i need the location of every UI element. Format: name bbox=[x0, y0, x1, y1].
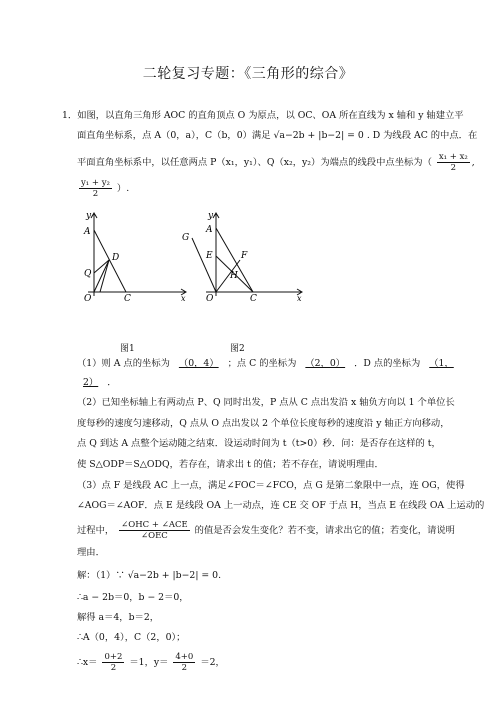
segment-AC bbox=[216, 228, 253, 292]
question-text: 的值是否会发生变化？若不变，请求出它的值；若变化，请说明 bbox=[194, 525, 455, 536]
solution-x-fraction bbox=[102, 652, 124, 673]
angle-ratio-fraction bbox=[119, 520, 190, 541]
figure-2-caption: 图2 bbox=[230, 344, 245, 354]
page-title: 二轮复习专题：《三角形的综合》 bbox=[142, 66, 354, 82]
fraction-numerator: y₁ + y₂ bbox=[81, 178, 110, 188]
fraction-numerator: 0+2 bbox=[104, 652, 123, 662]
answer-D-part2: 2） bbox=[83, 377, 99, 388]
problem-intro-line-3: 平面直角坐标系中，以任意两点 P（x₁，y₁）、Q（x₂，y₂）为端点的线段中点坐标为（ $\frac{\text{x₁ + x₂}}{2}$ , bbox=[77, 152, 475, 173]
label-C: C bbox=[124, 294, 131, 303]
segment-OG bbox=[192, 238, 216, 292]
question-3-line-3 bbox=[77, 520, 455, 541]
intro-text: 平面直角坐标系中，以任意两点 P（x₁，y₁）、Q（x₂，y₂）为端点的线段中点坐标为（ bbox=[77, 157, 432, 168]
midpoint-x-fraction bbox=[437, 152, 470, 173]
question-text: 过程中， bbox=[77, 525, 115, 536]
question-text: ；点 C 的坐标为 bbox=[227, 358, 297, 369]
question-text: ． bbox=[107, 377, 117, 388]
answer-C: （2，0） bbox=[305, 358, 346, 369]
fraction-numerator: ∠OHC + ∠ACE bbox=[121, 520, 188, 530]
label-x: x bbox=[297, 294, 302, 303]
midpoint-y-fraction bbox=[79, 178, 112, 199]
fraction-denominator: ∠OEC bbox=[141, 531, 168, 541]
fraction-denominator: 2 bbox=[110, 663, 117, 673]
intro-text: ）. bbox=[116, 183, 130, 194]
label-O: O bbox=[84, 294, 92, 303]
label-Q: Q bbox=[84, 269, 92, 279]
solution-line-4: ∴A（0，4），C（2，0）； bbox=[77, 632, 186, 643]
label-y: y bbox=[208, 211, 214, 221]
label-C: C bbox=[250, 294, 257, 303]
solution-line-1 bbox=[77, 570, 221, 582]
label-D: D bbox=[112, 253, 120, 263]
question-text: ．D 点的坐标为 bbox=[354, 358, 421, 369]
label-H: H bbox=[230, 271, 238, 281]
question-2-line-1: （2）已知坐标轴上有两动点 P、Q 同时出发，P 点从 C 点出发沿 x 轴负方向以 1 个单位长 bbox=[77, 397, 455, 408]
question-3-line-2: ∠AOG＝∠AOF．点 E 是线段 OA 上一动点，连 CE 交 OF 于点 H，当点 E 在线段 OA 上运动的 bbox=[77, 500, 485, 511]
label-x: x bbox=[181, 294, 186, 303]
label-F: F bbox=[241, 251, 248, 261]
intro-text: . D 为线段 AC 的中点．在 bbox=[366, 130, 478, 141]
fraction-denominator: 2 bbox=[181, 663, 188, 673]
intro-text: 面直角坐标系，点 A（0，a），C（b，0）满足 bbox=[77, 130, 271, 141]
solution-y-fraction bbox=[173, 652, 195, 673]
solution-text: ＝2， bbox=[200, 657, 225, 668]
figure-2 bbox=[178, 208, 318, 303]
label-A: A bbox=[206, 225, 213, 235]
question-2-line-3: 点 Q 到达 A 点整个运动随之结束．设运动时间为 t（t>0）秒．问：是否存在这样的 t， bbox=[77, 438, 441, 449]
fraction-numerator: x₁ + x₂ bbox=[438, 152, 468, 162]
question-text: （1）则 A 点的坐标为 bbox=[77, 358, 170, 369]
label-G: G bbox=[182, 233, 190, 243]
solution-text: ∴x＝ bbox=[77, 657, 98, 668]
solution-line-5 bbox=[77, 652, 225, 673]
answer-D-part1: （1， bbox=[429, 358, 454, 369]
label-E: E bbox=[206, 251, 213, 261]
question-2-line-4: 使 S△ODP＝S△ODQ，若存在，请求出 t 的值；若不存在，请说明理由． bbox=[77, 459, 384, 470]
fraction-numerator: 4+0 bbox=[175, 652, 194, 662]
fraction-denominator: 2 bbox=[450, 163, 457, 173]
problem-intro-line-4 bbox=[77, 178, 129, 199]
condition-expression: √a−2b + |b−2| = 0 bbox=[273, 130, 364, 141]
label-A: A bbox=[84, 227, 91, 237]
fraction-denominator: 2 bbox=[92, 189, 99, 199]
problem-intro-line-1: 1．如图，以直角三角形 AOC 的直角顶点 O 为原点，以 OC、OA 所在直线为 x 轴和 y 轴建立平 bbox=[62, 110, 464, 121]
question-3-line-4: 理由． bbox=[77, 547, 105, 558]
solution-text: 解：（1）∵ bbox=[77, 570, 125, 581]
label-O: O bbox=[206, 294, 214, 303]
problem-intro-line-2 bbox=[77, 130, 477, 142]
solution-expression: √a−2b + |b−2| = 0. bbox=[127, 570, 222, 581]
label-y: y bbox=[86, 211, 92, 221]
solution-line-2: ∴a − 2b＝0，b − 2＝0， bbox=[77, 592, 189, 603]
solution-text: ＝1，y＝ bbox=[129, 657, 169, 668]
answer-A: （0，4） bbox=[178, 358, 219, 369]
question-3-line-1: （3）点 F 是线段 AC 上一点，满足∠FOC＝∠FCO，点 G 是第二象限中一点，连 OG，使得 bbox=[77, 480, 465, 491]
question-1-line-2 bbox=[77, 377, 117, 389]
question-1-line-1 bbox=[77, 358, 460, 370]
figure-1-caption: 图1 bbox=[120, 344, 135, 354]
solution-line-3: 解得 a＝4，b＝2， bbox=[77, 612, 160, 623]
question-2-line-2: 度每秒的速度匀速移动，Q 点从 O 点出发以 2 个单位长度每秒的速度沿 y 轴正方向移动， bbox=[77, 418, 450, 429]
